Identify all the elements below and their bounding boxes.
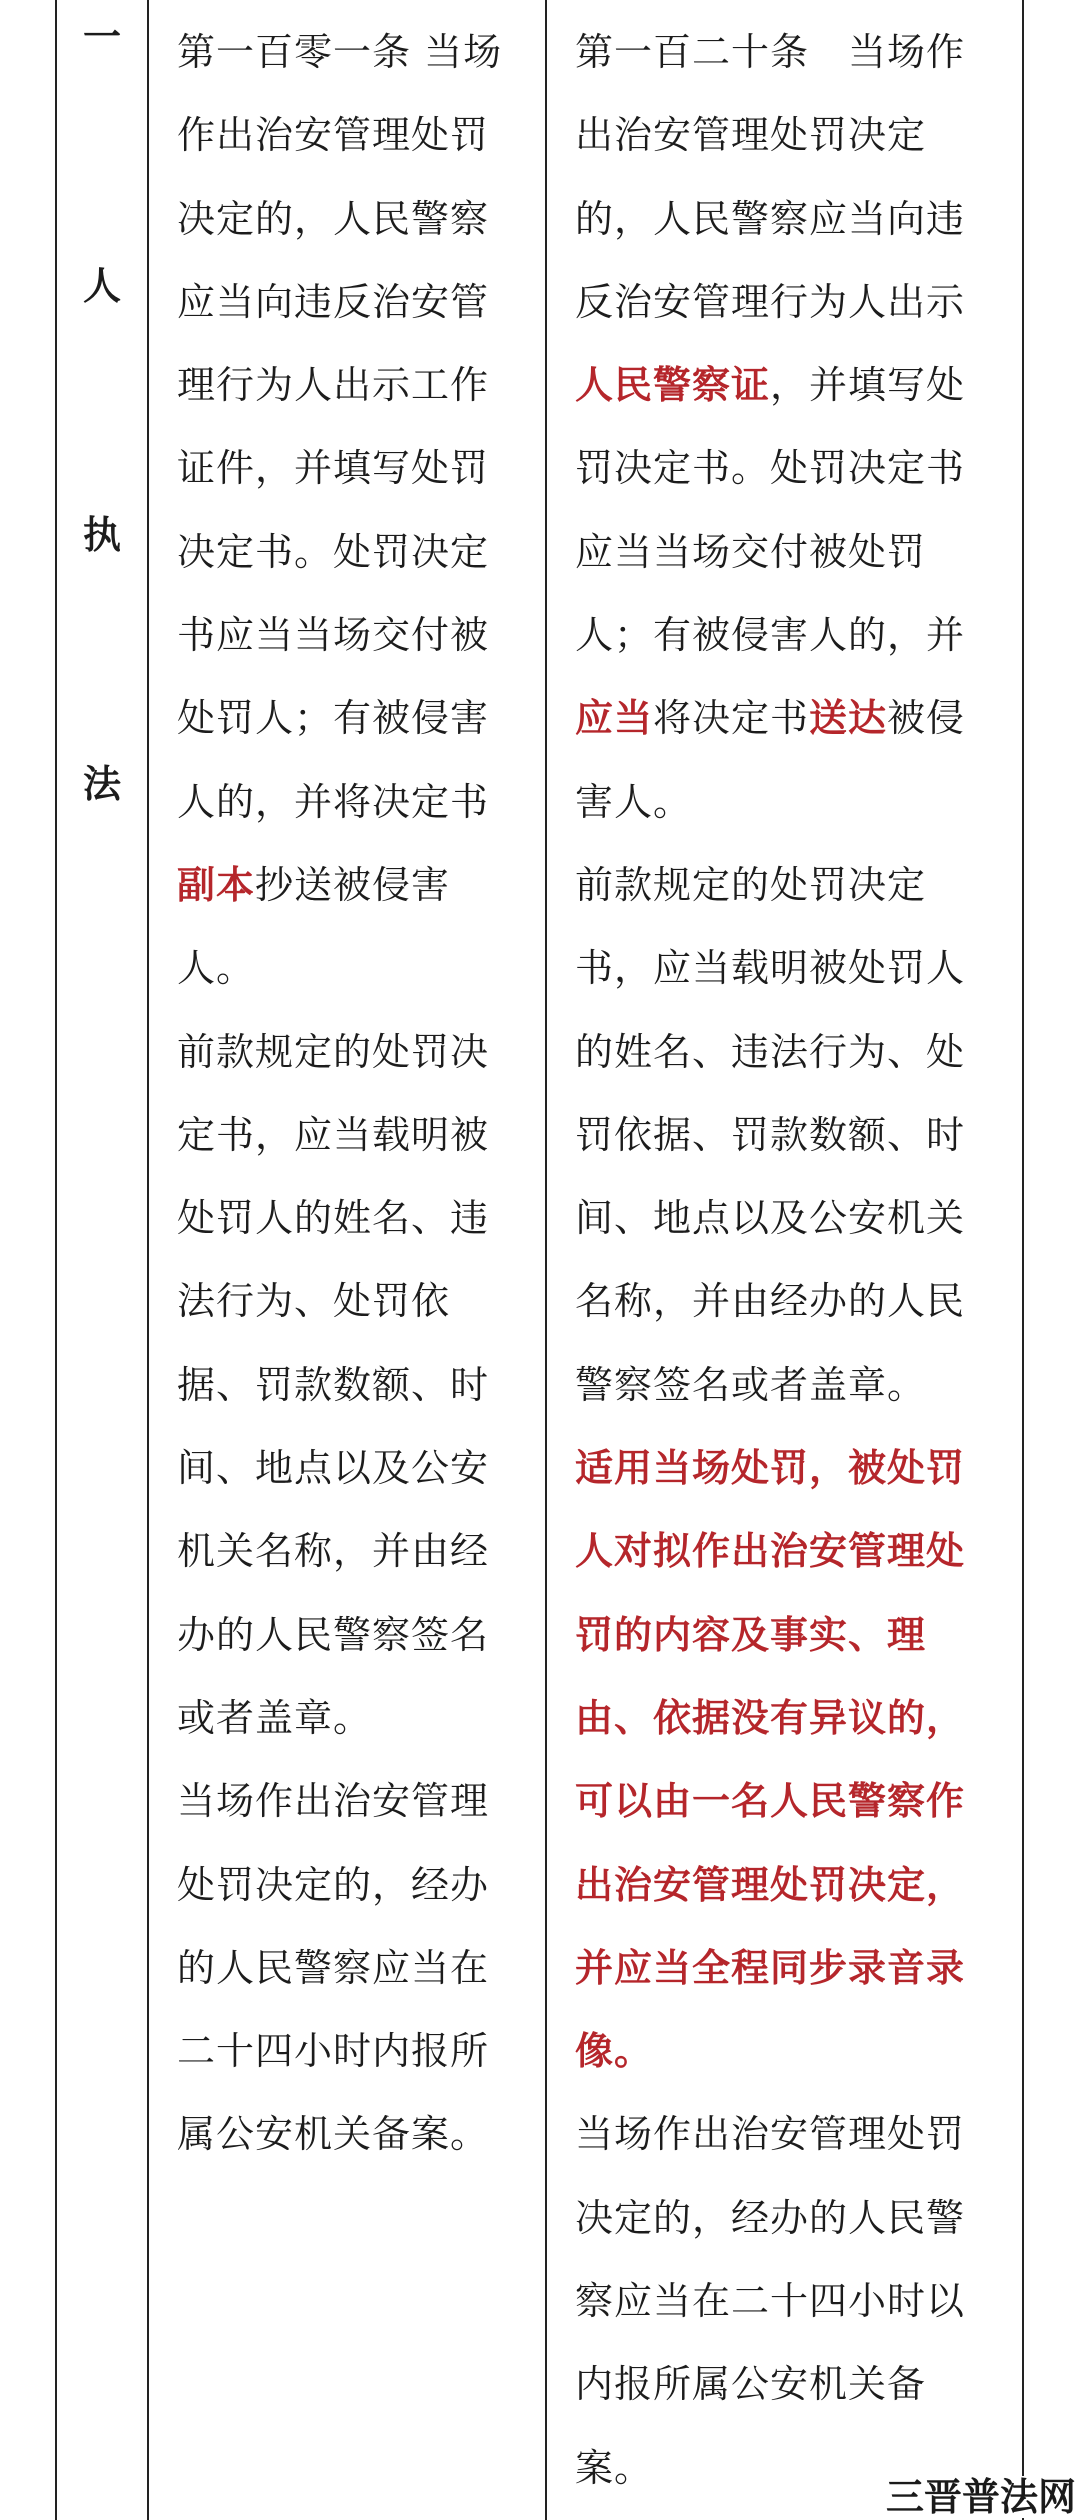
old-article-line [177,1427,537,1510]
new-article-line [575,1677,1015,1760]
body-text: 间、地点以及公安 [177,1446,490,1491]
highlighted-text: 人民警察证 [575,363,771,408]
body-text: 第一百二十条 当场作 [575,30,966,74]
new-article-line [575,1011,1015,1094]
new-article-line [575,2260,1015,2343]
old-article-line [177,511,537,594]
row-heading-char: 执 [82,513,121,557]
new-article-line [575,344,1015,427]
new-article-line [575,761,1015,844]
highlighted-text: 应当 [575,696,654,741]
body-text: 作出治安管理处罚 [177,113,490,158]
body-text: 定书，应当载明被 [177,1112,490,1157]
body-text: 的，人民警察应当向违 [575,196,966,241]
highlighted-text: 适用当场处罚，被处罚 [575,1446,966,1491]
old-article-line [177,1927,537,2010]
highlighted-text: 送达 [809,696,888,741]
new-article-paragraph [575,2093,1015,2509]
body-text: 出治安管理处罚决定 [575,113,927,158]
new-article-line [575,261,1015,344]
body-text: 证件，并填写处罚 [177,446,490,491]
body-text: 害人。 [575,779,693,824]
table-right-border [1022,0,1024,2520]
body-text: 办的人民警察签名 [177,1612,490,1657]
body-text: 据、罚款数额、时 [177,1362,490,1407]
body-text: 决定的，人民警察 [177,196,490,241]
new-article-line [575,511,1015,594]
body-text: 属公安机关备案。 [177,2112,490,2157]
body-text: 处罚人的姓名、违 [177,1196,490,1241]
new-article-line [575,677,1015,760]
old-article-line [177,1594,537,1677]
old-article-line [177,94,537,177]
body-text: 机关名称，并由经 [177,1529,490,1574]
new-article-line [575,1510,1015,1593]
body-text: 二十四小时内报所 [177,2029,490,2074]
old-article-paragraph [177,1760,537,2176]
body-text: 反治安管理行为人出示 [575,279,966,324]
old-article-line [177,427,537,510]
watermark: 三晋普法网 [880,2476,1076,2518]
new-article-line [575,1344,1015,1427]
row-heading-char: 人 [82,264,121,308]
body-text: 前款规定的处罚决 [177,1029,490,1074]
new-article-line [575,927,1015,1010]
highlighted-text: 出治安管理处罚决定， [575,1862,966,1907]
body-text: 罚决定书。处罚决定书 [575,446,966,491]
new-article-line [575,11,1015,94]
new-article-line [575,1844,1015,1927]
body-text: 第一百零一条 当场 [177,30,503,74]
new-article-line [575,2093,1015,2176]
body-text: 名称，并由经办的人民 [575,1279,966,1324]
old-article-line [177,844,537,927]
old-article-line [177,261,537,344]
body-text: 当场作出治安管理 [177,1779,490,1824]
body-text: 书应当当场交付被 [177,613,490,658]
new-article-line [575,1427,1015,1510]
old-article-line [177,927,537,1010]
body-text: 案。 [575,2445,654,2490]
new-article-line [575,844,1015,927]
old-article-paragraph [177,1011,537,1761]
new-article-line [575,2343,1015,2426]
table-column-divider-2 [545,0,547,2520]
old-article-line [177,1260,537,1343]
highlighted-text: 人对拟作出治安管理处 [575,1529,966,1574]
body-text: 当场作出治安管理处罚 [575,2112,966,2157]
body-text: 间、地点以及公安机关 [575,1196,966,1241]
new-article-line [575,178,1015,261]
body-text: 法行为、处罚依 [177,1279,451,1324]
new-article-line [575,1760,1015,1843]
body-text: 人。 [177,946,256,991]
body-text: 罚依据、罚款数额、时 [575,1112,966,1157]
body-text: 察应当在二十四小时以 [575,2279,966,2324]
old-article-paragraph [177,11,537,1011]
new-article-column [575,11,1015,2510]
body-text: 前款规定的处罚决定 [575,862,927,907]
body-text: 处罚人；有被侵害 [177,696,490,741]
body-text: 内报所属公安机关备 [575,2362,927,2407]
row-heading-column [56,12,148,1008]
body-text: 应当当场交付被处罚 [575,529,927,574]
new-article-paragraph [575,844,1015,1427]
body-text: 应当向违反治安管 [177,279,490,324]
body-text: 或者盖章。 [177,1695,373,1740]
new-article-line [575,594,1015,677]
body-text: 人的，并将决定书 [177,779,490,824]
row-heading-char: 一 [82,15,121,59]
highlighted-text: 像。 [575,2029,654,2074]
new-article-line [575,2010,1015,2093]
old-article-line [177,178,537,261]
body-text: 将决定书 [653,696,810,741]
old-article-line [177,1677,537,1760]
new-article-line [575,2177,1015,2260]
old-article-line [177,761,537,844]
new-article-line [575,1927,1015,2010]
body-text: 抄送被侵害 [255,862,451,907]
old-article-line [177,1344,537,1427]
body-text: 决定书。处罚决定 [177,529,490,574]
new-article-line [575,1094,1015,1177]
body-text: ，并填写处 [770,363,966,408]
old-article-line [177,1011,537,1094]
row-heading-char: 法 [82,762,121,806]
old-article-line [177,11,537,94]
old-article-line [177,2093,537,2176]
old-article-line [177,344,537,427]
old-article-line [177,2010,537,2093]
body-text: 理行为人出示工作 [177,363,490,408]
highlighted-text: 副本 [177,862,256,907]
highlighted-text: 由、依据没有异议的， [575,1695,966,1740]
body-text: 决定的，经办的人民警 [575,2195,966,2240]
old-article-line [177,1094,537,1177]
body-text: 的人民警察应当在 [177,1945,490,1990]
new-article-line [575,1177,1015,1260]
old-article-line [177,1760,537,1843]
body-text: 的姓名、违法行为、处 [575,1029,966,1074]
highlighted-text: 并应当全程同步录音录 [575,1945,966,1990]
highlighted-text: 罚的内容及事实、理 [575,1612,927,1657]
highlighted-text: 可以由一名人民警察作 [575,1779,966,1824]
new-article-line [575,1594,1015,1677]
body-text: 被侵 [887,696,966,741]
new-article-paragraph [575,11,1015,844]
body-text: 人；有被侵害人的，并 [575,613,966,658]
new-article-line [575,1260,1015,1343]
body-text: 书，应当载明被处罚人 [575,946,966,991]
new-article-line [575,427,1015,510]
old-article-line [177,1177,537,1260]
old-article-line [177,677,537,760]
old-article-line [177,594,537,677]
body-text: 处罚决定的，经办 [177,1862,490,1907]
new-article-paragraph [575,1427,1015,2093]
old-article-line [177,1844,537,1927]
new-article-line [575,94,1015,177]
old-article-column [177,11,537,2177]
old-article-line [177,1510,537,1593]
body-text: 警察签名或者盖章。 [575,1362,927,1407]
